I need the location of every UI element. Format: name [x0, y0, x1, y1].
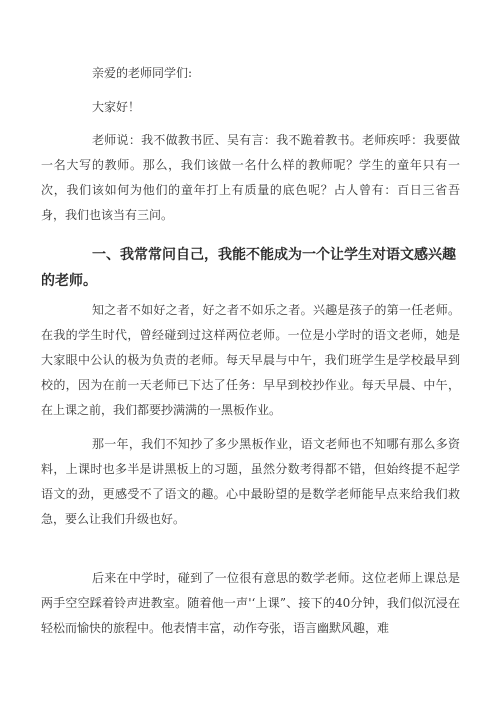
paragraph-intro: 老师说：我不做教书匠、吴有言：我不跪着教书。老师疾呼：我要做一名大写的教师。那么，我们该做一名什么样的教师呢？学生的童年只有一次，我们该如何为他们的童年打上有质量的底色呢？占人曾有：百日三省吾身，我们也该当有三问。 — [41, 133, 460, 222]
paragraph-chinese-teacher: 那一年，我们不知抄了多少黑板作业，语文老师也不知哪有那么多资料，上课时也多半是讲黑板上的习题，虽然分数考得都不错，但始终提不起学语文的劲，更感受不了语文的趣。心中最盼望的是数学老师能早点来给我们救急，要么让我们升级也好。 — [41, 437, 460, 526]
paragraph-math-teacher: 后来在中学时，碰到了一位很有意思的数学老师。这位老师上课总是两手空空踩着铃声进教室。随着他一声'‘上课”、接下的40分钟，我们似沉浸在轻松而愉快的旅程中。他表情丰富，动作夸张，语言幽默风趣，难 — [41, 571, 460, 635]
paragraph-interest: 知之者不如好之者，好之者不如乐之者。兴趣是孩子的第一任老师。在我的学生时代，曾经碰到过这样两位老师。一位是小学时的语文老师，她是大家眼中公认的极为负责的老师。每天早晨与中午，我们班学生是学校最早到校的，因为在前一天老师已下达了任务：早早到校抄作业。每天早晨、中午，在上课之前，我们都要抄满满的一黑板作业。 — [41, 303, 460, 417]
salutation: 亲爱的老师同学们: — [92, 66, 193, 80]
greeting: 大家好！ — [92, 100, 141, 114]
section-heading: 一、我常常问自己，我能不能成为一个让学生对语文感兴趣的老师。 — [41, 247, 456, 289]
